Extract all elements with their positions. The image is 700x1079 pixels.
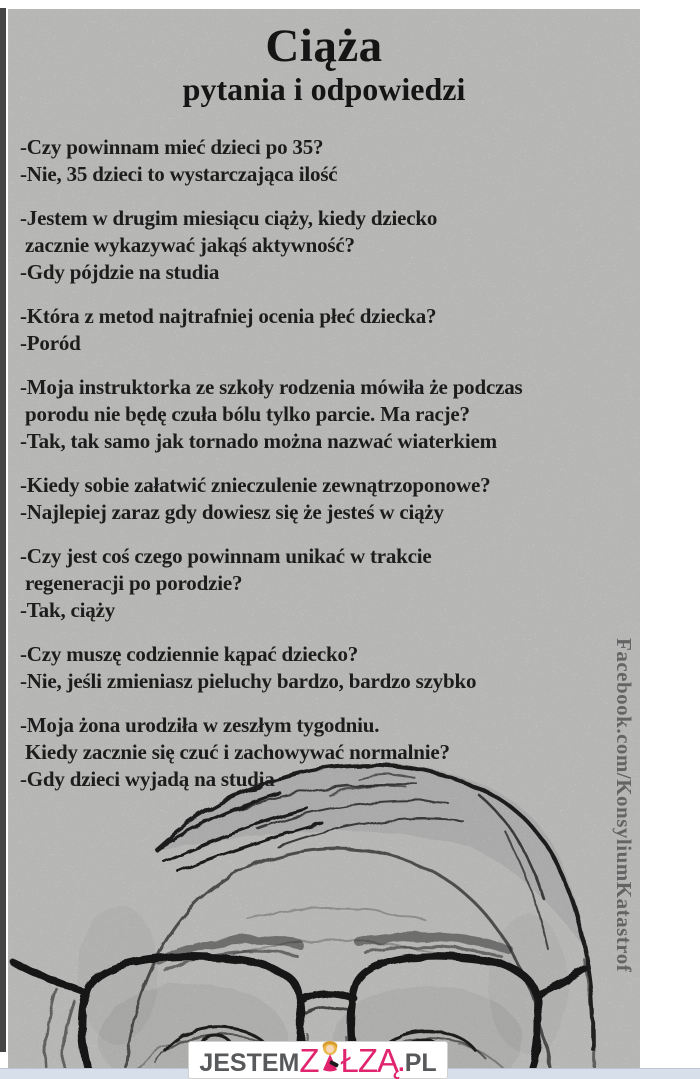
logo-text-dot: . [398, 1050, 405, 1077]
qa-line: -Jestem w drugim miesiącu ciąży, kiedy dziecko [20, 205, 438, 230]
logo-text-jestem: JESTEM [199, 1049, 300, 1077]
qa-line: -Czy powinnam mieć dzieci po 35? [20, 134, 324, 159]
qa-line: porodu nie będę czuła bólu tylko parcie. Ma racje? [20, 401, 470, 426]
meme-subtitle: pytania i odpowiedzi [182, 70, 466, 107]
qa-text-body [8, 134, 640, 793]
qa-line: -Gdy pójdzie na studia [20, 259, 220, 284]
woman-silhouette-icon [318, 1040, 342, 1078]
qa-line: zacznie wykazywać jakąś aktywność? [20, 232, 355, 257]
logo-text-lza: ŁZĄ [340, 1041, 399, 1079]
qa-line: -Gdy dzieci wyjadą na studia [20, 766, 275, 791]
qa-line: -Tak, tak samo jak tornado można nazwać wiaterkiem [20, 428, 497, 453]
qa-block [20, 205, 634, 286]
qa-line: -Moja instruktorka ze szkoły rodzenia mówiła że podczas [20, 374, 523, 399]
qa-line: -Kiedy sobie załatwić znieczulenie zewnątrzoponowe? [20, 472, 491, 497]
qa-line: -Moja żona urodziła w zeszłym tygodniu. [20, 712, 380, 737]
qa-line: Kiedy zacznie się czuć i zachowywać normalnie? [20, 739, 450, 764]
facebook-watermark: Facebook.com/KonsyliumKatastrof [612, 638, 636, 973]
qa-block [20, 712, 634, 793]
qa-line: -Tak, ciąży [20, 597, 116, 622]
qa-line: -Nie, 35 dzieci to wystarczająca ilość [20, 161, 338, 186]
qa-line: regeneracji po porodzie? [20, 570, 243, 595]
qa-block [20, 641, 634, 695]
meme-title: Ciąża [265, 20, 383, 72]
qa-line: -Poród [20, 330, 81, 355]
qa-block [20, 543, 634, 624]
logo-text-pl: PL [404, 1049, 437, 1077]
qa-block [20, 134, 634, 188]
scan-edge-line [0, 8, 6, 1052]
qa-line: -Najlepiej zaraz gdy dowiesz się że jesteś w ciąży [20, 499, 444, 524]
sketch-man-head-art [8, 749, 640, 1069]
qa-line: -Nie, jeśli zmieniasz pieluchy bardzo, bardzo szybko [20, 668, 477, 693]
scanned-meme-area [8, 9, 640, 1069]
qa-line: -Czy jest coś czego powinnam unikać w trakcie [20, 543, 432, 568]
qa-block [20, 374, 634, 455]
jestemzolza-logo [188, 1041, 448, 1079]
qa-line: -Która z metod najtrafniej ocenia płeć dziecka? [20, 303, 437, 328]
qa-line: -Czy muszę codziennie kąpać dziecko? [20, 641, 359, 666]
qa-block [20, 472, 634, 526]
qa-block [20, 303, 634, 357]
logo-text-z: Z [299, 1041, 319, 1079]
